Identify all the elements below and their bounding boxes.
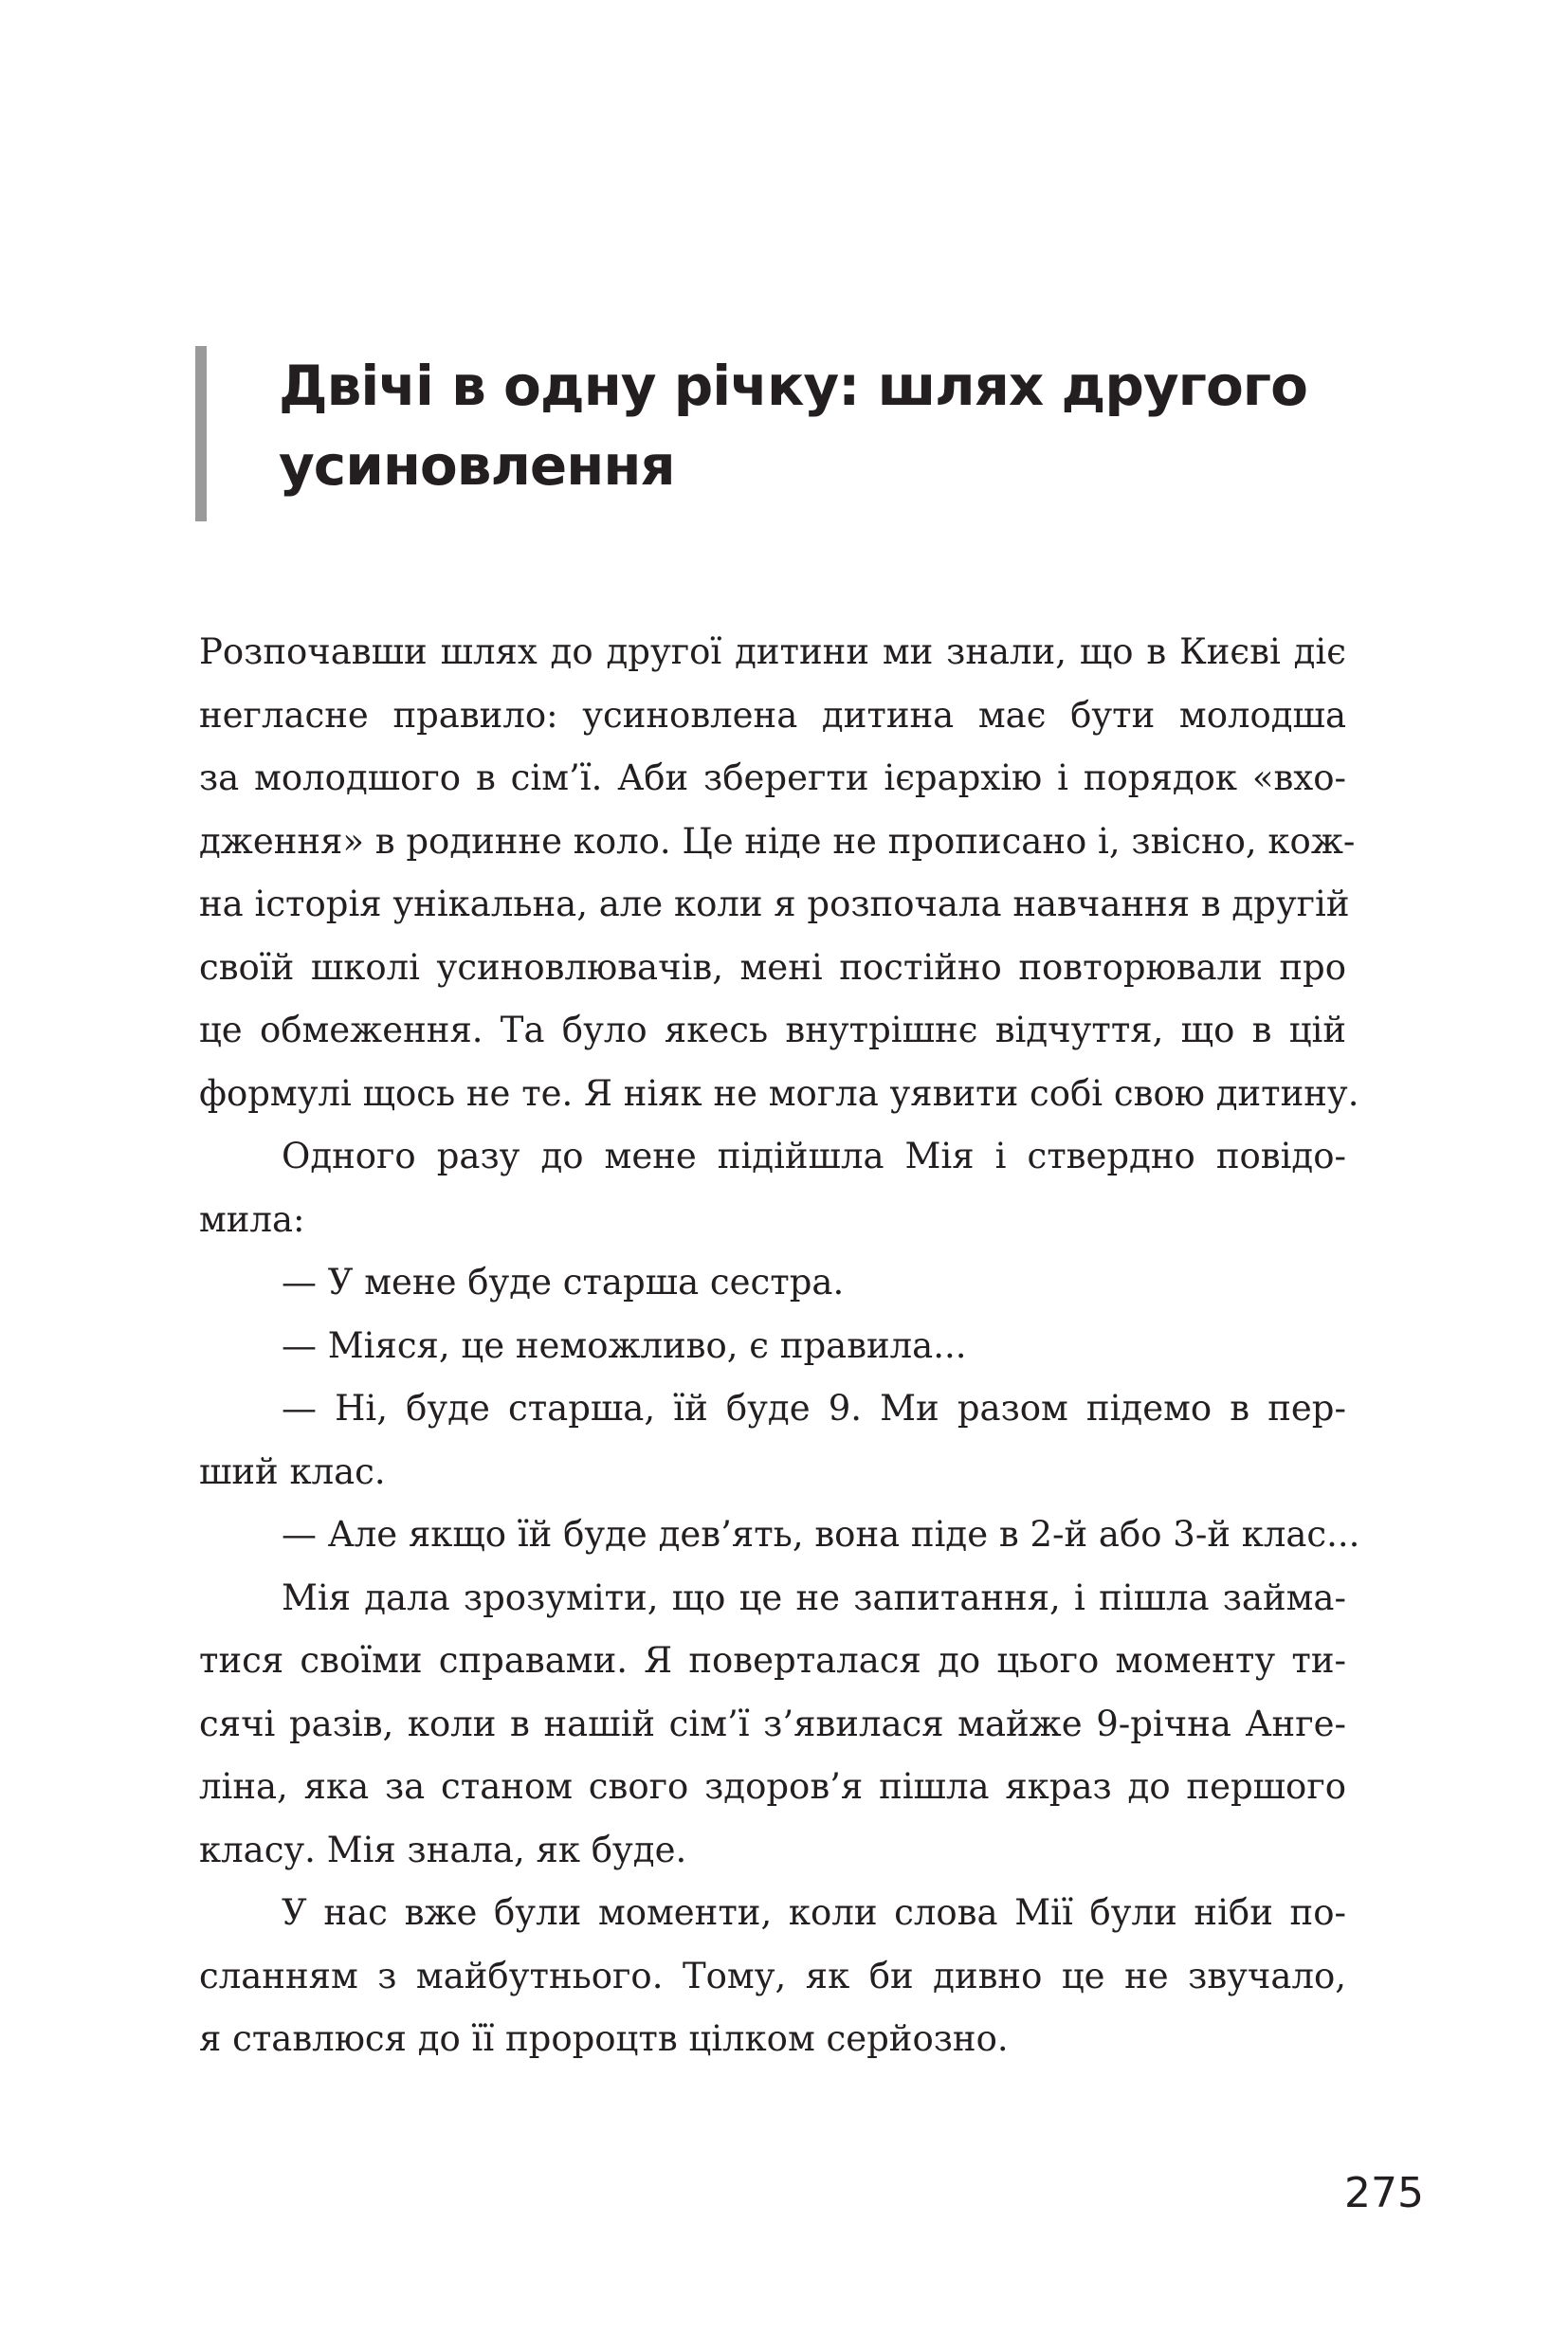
text-line: формулі щось не те. Я ніяк не могла уявити собі свою дитину. [199, 1072, 1359, 1114]
text-line: я ставлюся до її пророцтв цілком серйозно. [199, 2018, 1009, 2059]
text-line: ліна, яка за станом свого здоров’я пішла якраз до першого [199, 1766, 1346, 1807]
text-line: Розпочавши шлях до другої дитини ми знали, що в Києві діє [199, 631, 1346, 672]
text-line: негласне правило: усиновлена дитина має бути молодша [199, 694, 1346, 736]
text-line: У нас вже були моменти, коли слова Мії були ніби по- [282, 1892, 1346, 1933]
text-line: — У мене буде старша сестра. [282, 1262, 845, 1303]
page-number: 275 [1344, 2169, 1424, 2217]
text-line: Одного разу до мене підійшла Мія і ствердно повідо- [282, 1136, 1346, 1176]
dialogue-line [199, 1377, 1346, 1504]
text-line: мила: [199, 1198, 305, 1240]
dialogue-line [199, 1315, 1346, 1378]
chapter-title-line: Двічі в одну річку: шлях другого [279, 354, 1307, 418]
chapter-heading [195, 346, 1380, 505]
text-line: класу. Мія знала, як буде. [199, 1829, 687, 1870]
body-text [199, 621, 1360, 2071]
text-line: ший клас. [199, 1450, 386, 1492]
text-line: дження» в родинне коло. Це ніде не прописано і, звісно, кож- [199, 820, 1356, 862]
text-line: сланням з майбутнього. Тому, як би дивно це не звучало, [199, 1955, 1346, 1996]
text-line: Мія дала зрозуміти, що це не запитання, і пішла займа- [282, 1576, 1346, 1618]
paragraph [199, 1125, 1346, 1251]
text-line: сячі разів, коли в нашій сім’ї з’явилася майже 9-річна Анге- [199, 1703, 1346, 1744]
text-line: своїй школі усиновлювачів, мені постійно повторювали про [199, 946, 1346, 988]
paragraph [199, 1882, 1346, 2071]
text-line: це обмеження. Та було якесь внутрішнє відчуття, що в цій [199, 1010, 1346, 1050]
text-line: тися своїми справами. Я поверталася до цього моменту ти- [199, 1640, 1346, 1681]
paragraph [199, 621, 1359, 1125]
heading-accent-bar [195, 346, 207, 521]
text-line: на історія унікальна, але коли я розпочала навчання в другій [199, 884, 1350, 924]
chapter-title-line: усиновлення [279, 433, 675, 498]
paragraph [199, 1567, 1346, 1883]
text-line: — Міяся, це неможливо, є правила... [282, 1324, 967, 1366]
text-line: за молодшого в сім’ї. Аби зберегти ієрархію і порядок «вхо- [199, 757, 1346, 798]
dialogue-line [199, 1504, 1360, 1567]
chapter-title [195, 346, 1380, 505]
text-line: — Ні, буде старша, їй буде 9. Ми разом підемо в пер- [282, 1388, 1346, 1429]
text-line: — Але якщо їй буде дев’ять, вона піде в 2-й або 3-й клас... [282, 1514, 1360, 1555]
dialogue-line [199, 1251, 1346, 1315]
